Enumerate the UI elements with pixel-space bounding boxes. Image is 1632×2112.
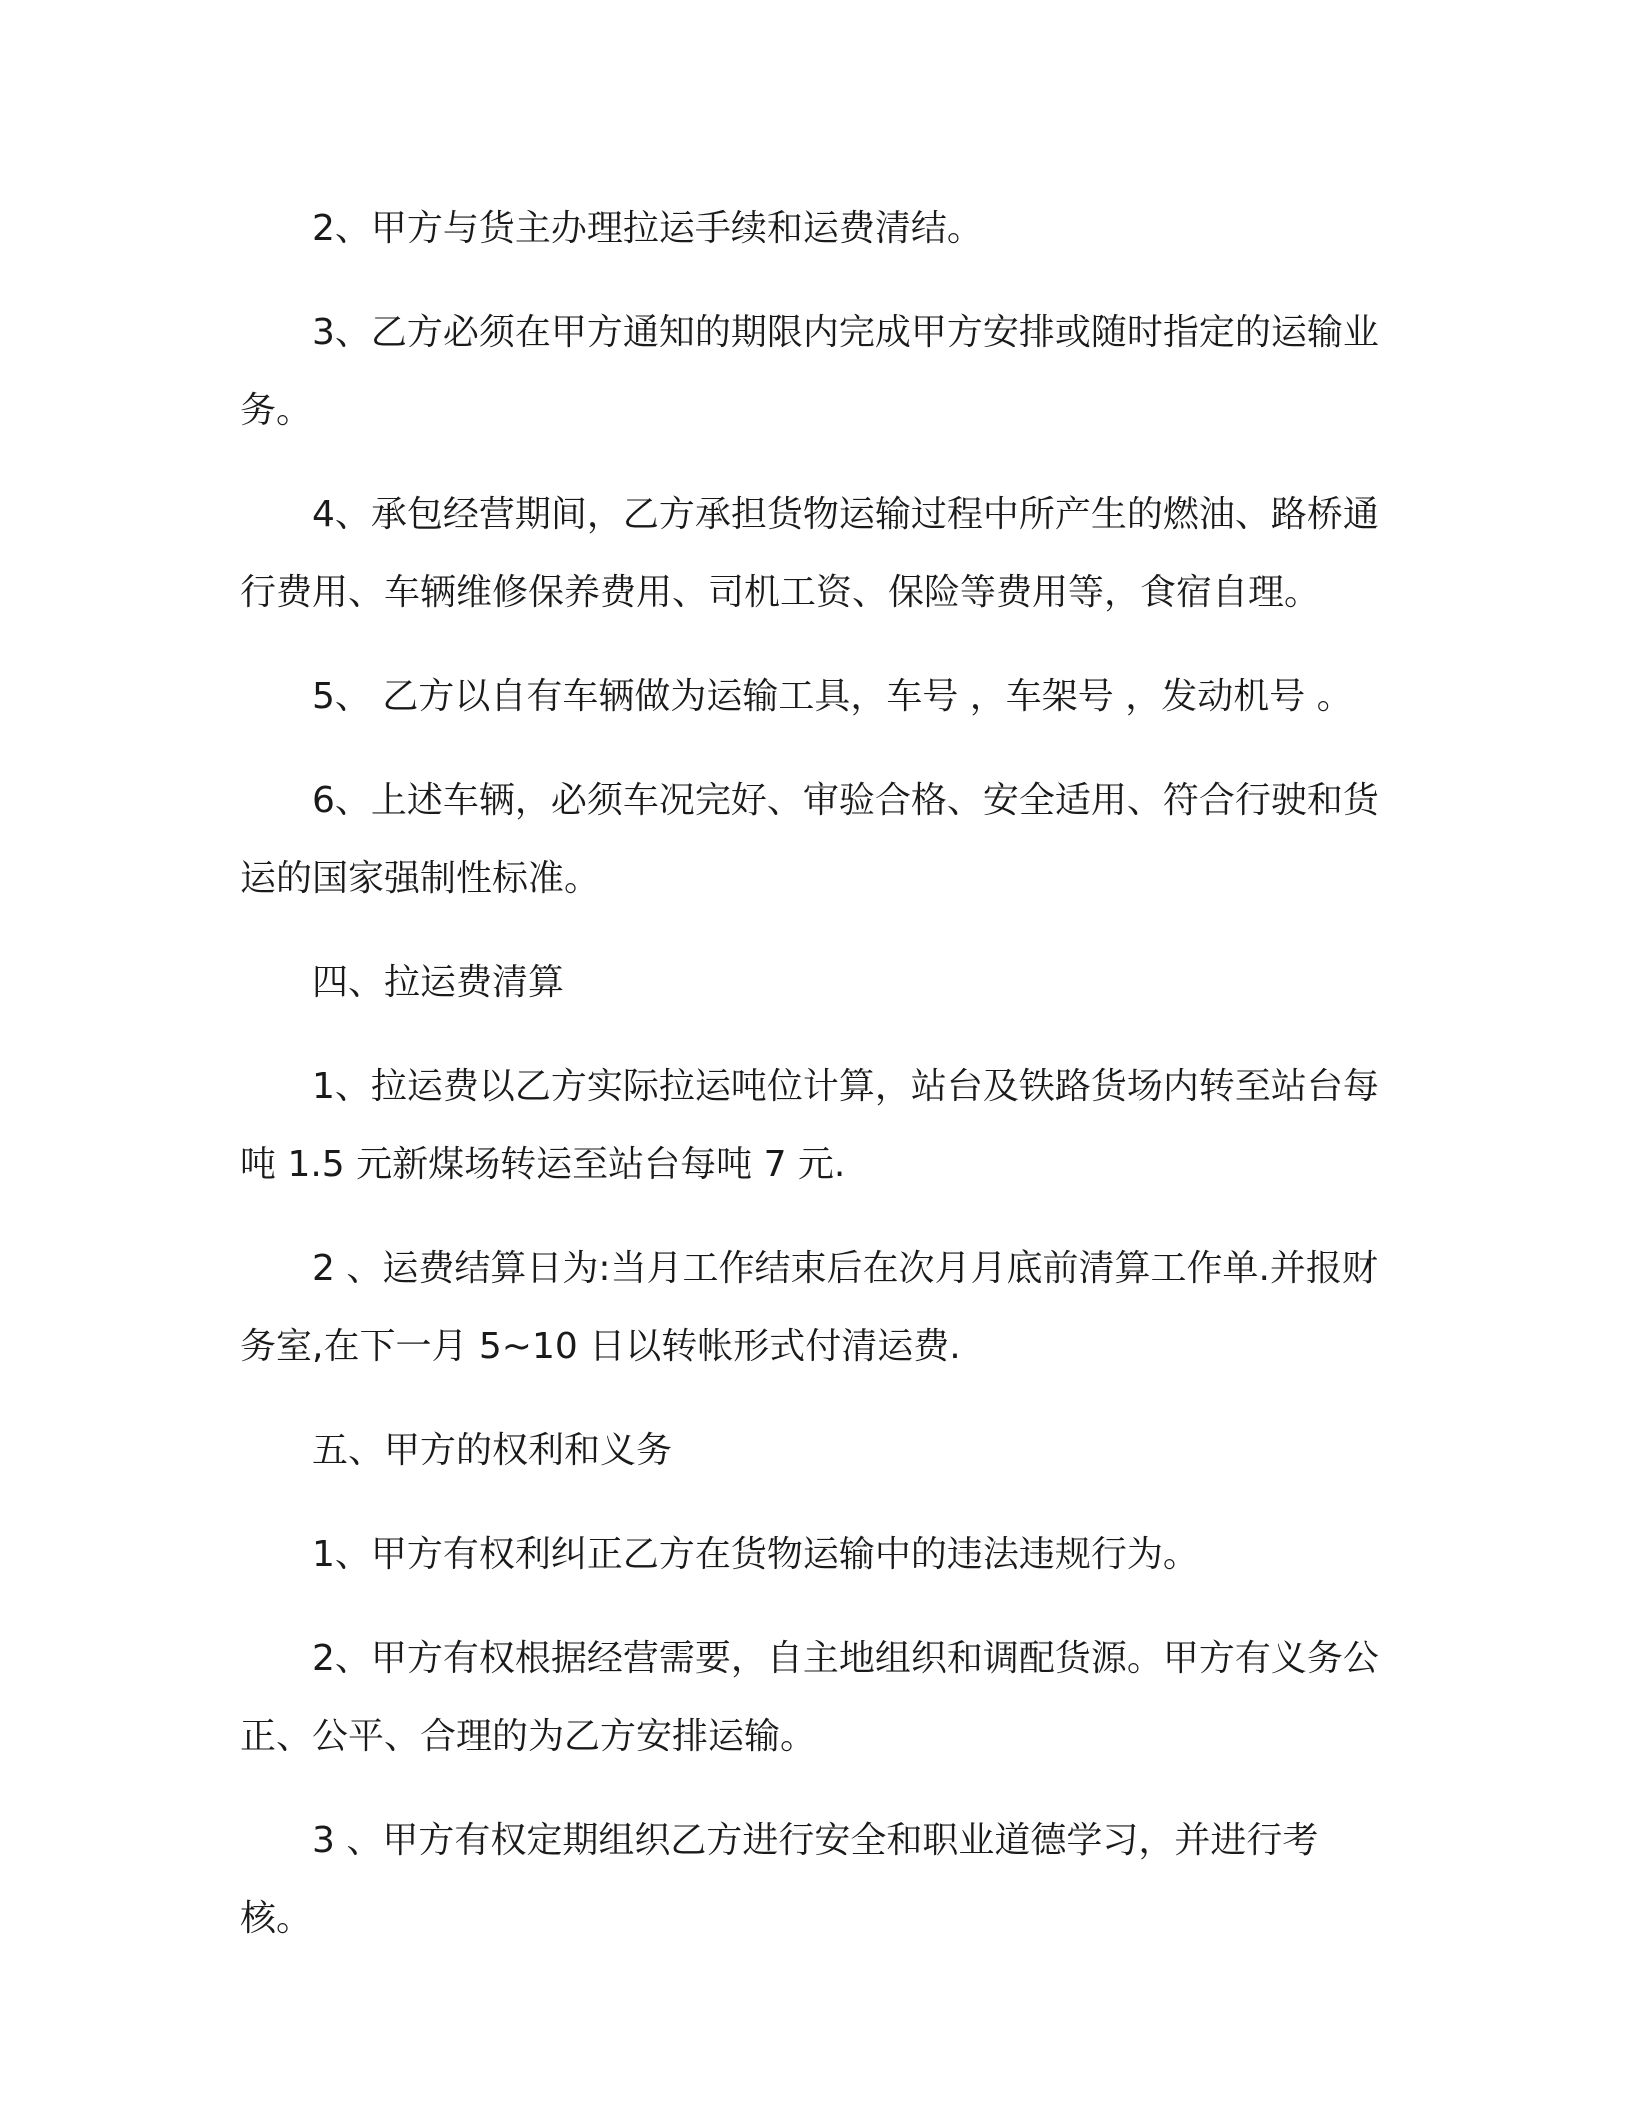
clause-paragraph: 3、乙方必须在甲方通知的期限内完成甲方安排或随时指定的运输业务。	[240, 312, 1379, 431]
section-heading: 五、甲方的权利和义务	[312, 1430, 673, 1471]
clause-paragraph: 6、上述车辆，必须车况完好、审验合格、安全适用、符合行驶和货运的国家强制性标准。	[240, 780, 1379, 899]
clause-paragraph: 2、甲方与货主办理拉运手续和运费清结。	[312, 208, 983, 249]
clause-paragraph: 2 、运费结算日为:当月工作结束后在次月月底前清算工作单.并报财务室,在下一月 5~10 日以转帐形式付清运费.	[240, 1248, 1378, 1367]
clause-paragraph: 4、承包经营期间，乙方承担货物运输过程中所产生的燃油、路桥通行费用、车辆维修保养费用、司机工资、保险等费用等，食宿自理。	[240, 494, 1379, 613]
clause-paragraph: 3 、甲方有权定期组织乙方进行安全和职业道德学习，并进行考核。	[240, 1820, 1319, 1939]
clause-paragraph: 1、拉运费以乙方实际拉运吨位计算，站台及铁路货场内转至站台每吨 1.5 元新煤场转运至站台每吨 7 元.	[240, 1066, 1379, 1185]
clause-paragraph: 2、甲方有权根据经营需要，自主地组织和调配货源。甲方有义务公正、公平、合理的为乙方安排运输。	[240, 1638, 1379, 1757]
section-heading: 四、拉运费清算	[312, 962, 565, 1003]
clause-paragraph: 5、 乙方以自有车辆做为运输工具，车号 ，车架号 ，发动机号 。	[312, 676, 1353, 717]
document-body	[240, 190, 1390, 1984]
clause-paragraph: 1、甲方有权利纠正乙方在货物运输中的违法违规行为。	[312, 1534, 1199, 1575]
